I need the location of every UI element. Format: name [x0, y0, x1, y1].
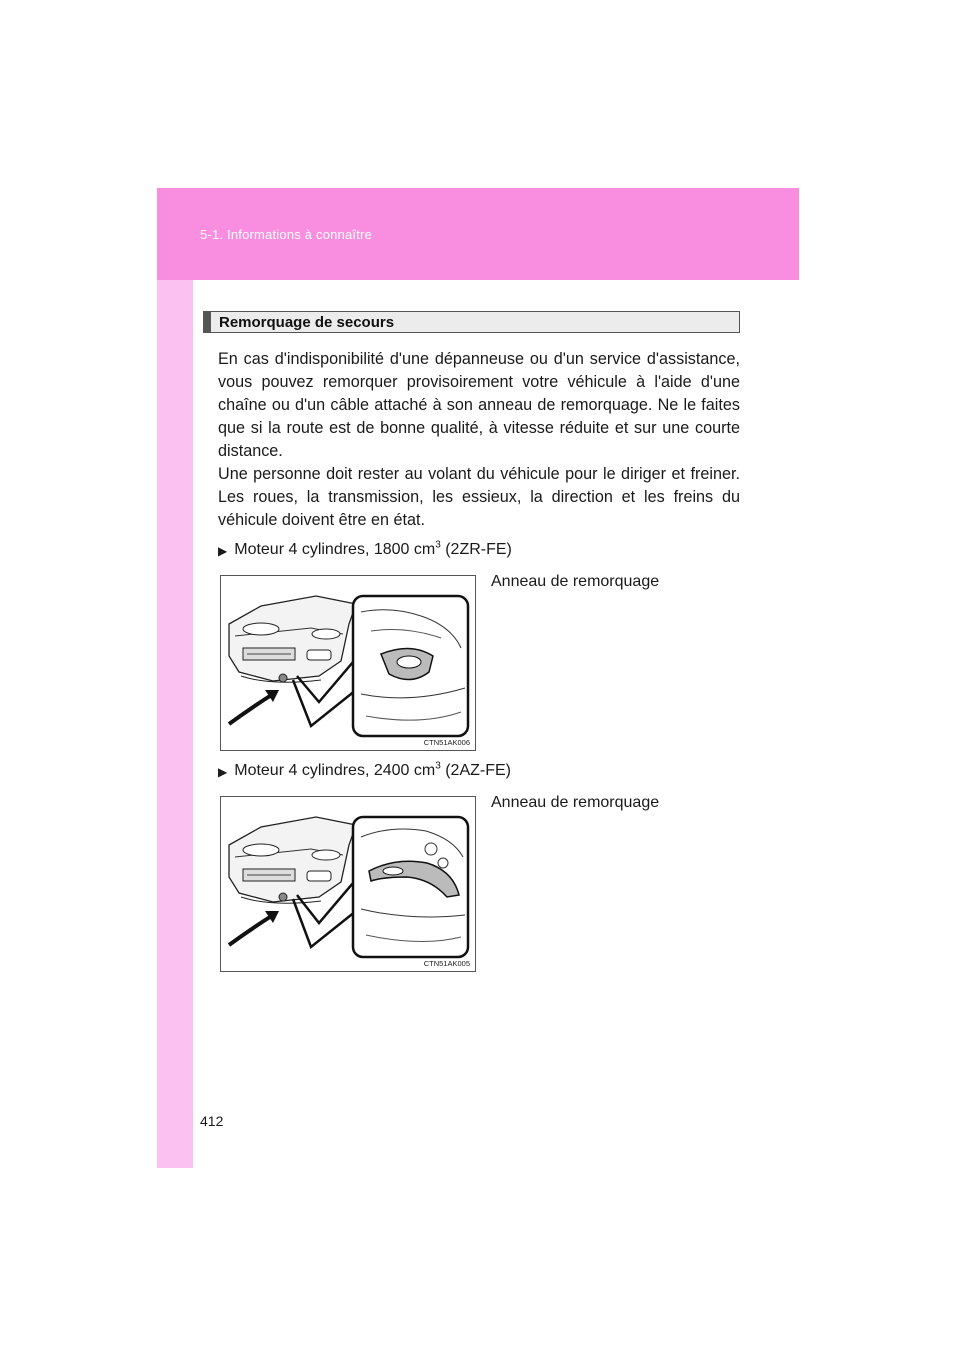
car-front-illustration-2	[221, 797, 475, 971]
triangle-right-icon: ▶	[218, 764, 228, 779]
triangle-right-icon: ▶	[218, 543, 228, 558]
figure-code-2: CTN51AK005	[423, 959, 470, 968]
paragraph-1: En cas d'indisponibilité d'une dépanneuse ou d'un service d'assistance, vous pouvez remorquer provisoirement votre véhicule à l'aide d'une chaîne ou d'un câble attaché à son anneau de remorquage. Ne le faites que si la route est de bonne qualité, à vitesse réduite et sur une courte distance.	[218, 350, 740, 460]
header-section-title: 5-1. Informations à connaître	[200, 227, 373, 242]
figure-tow-eye-1	[220, 575, 476, 751]
engine-2-label: Moteur 4 cylindres, 2400 $cm^3$ (2AZ-FE)	[234, 760, 511, 779]
paragraph-2: Une personne doit rester au volant du véhicule pour le diriger et freiner. Les roues, la transmission, les essieux, la direction et les freins du véhicule doivent être en état.	[218, 465, 740, 529]
page-number: 412	[200, 1113, 224, 1129]
section-heading-box	[203, 311, 740, 333]
callout-tow-eye-1: Anneau de remorquage	[491, 573, 660, 590]
figure-tow-eye-2	[220, 796, 476, 972]
engine-1-label: Moteur 4 cylindres, 1800 $cm^3$ (2ZR-FE)	[234, 539, 512, 558]
engine-item-2	[218, 762, 511, 780]
callout-tow-eye-2: Anneau de remorquage	[491, 794, 660, 811]
car-front-illustration-1	[221, 576, 475, 750]
engine-item-1	[218, 541, 512, 559]
section-heading-marker	[204, 312, 211, 332]
side-band	[157, 280, 193, 1168]
body-text	[218, 348, 740, 532]
figure-code-1: CTN51AK006	[423, 738, 470, 747]
section-title: Remorquage de secours	[219, 314, 395, 331]
